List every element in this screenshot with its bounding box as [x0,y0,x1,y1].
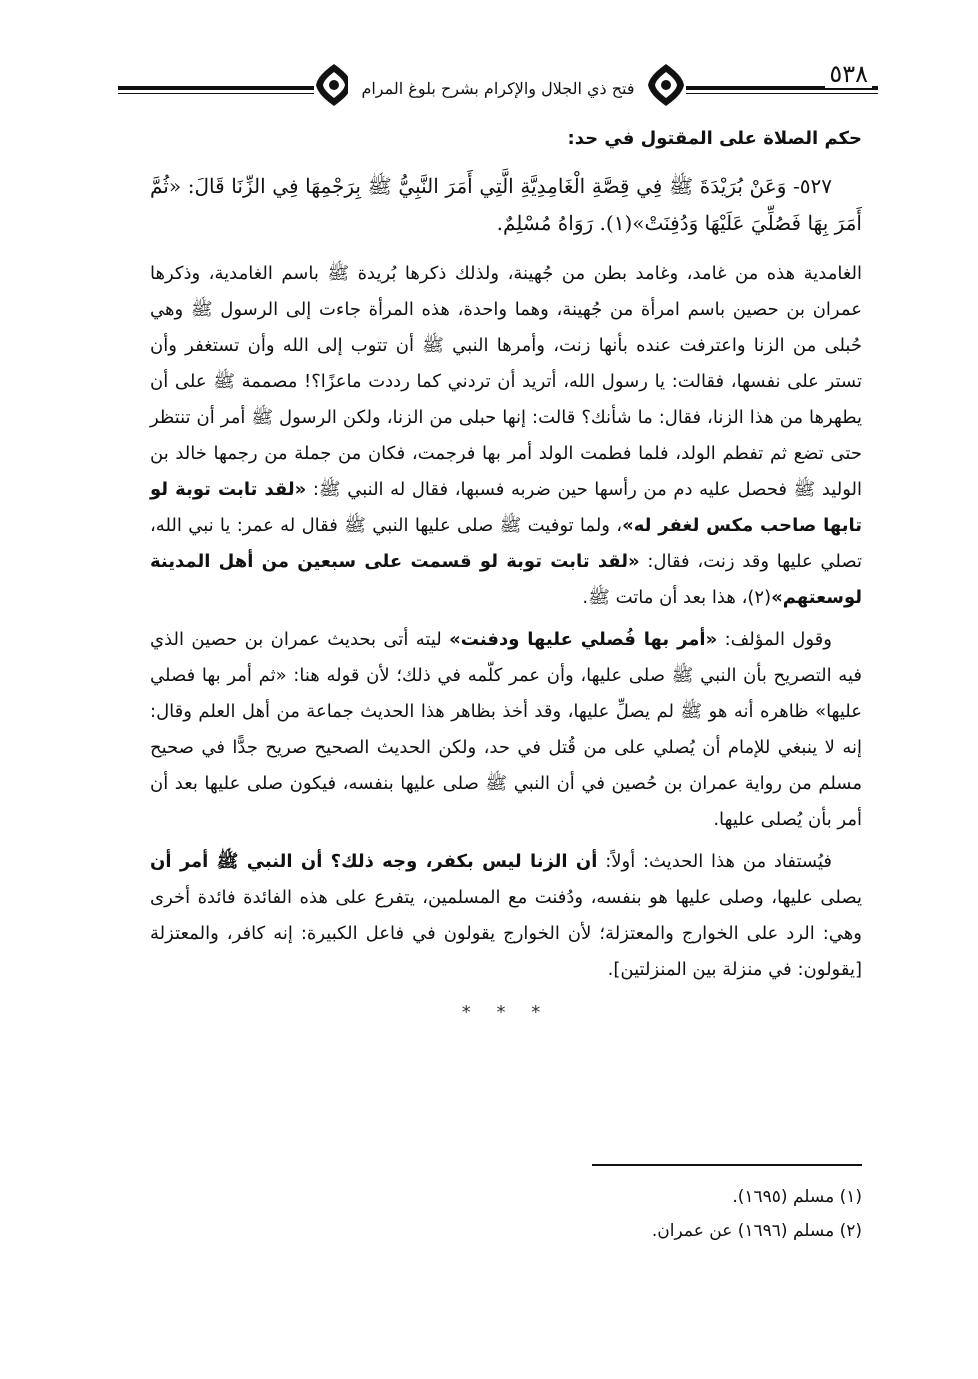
hadith-text: ٥٢٧- وَعَنْ بُرَيْدَةَ ﷺ فِي قِصَّةِ الْغَامِدِيَّةِ الَّتِي أَمَرَ النَّبِيُّ ﷺ بِرَجْمِهَا فِي الزِّنَا قَالَ: «ثُمَّ أَمَرَ بِهَا فَصُلِّيَ عَلَيْهَا وَدُفِنَتْ»(١). رَوَاهُ مُسْلِمٌ. [150,174,862,235]
footnote-divider [592,1164,862,1166]
page-header [118,60,878,112]
book-title: فتح ذي الجلال والإكرام بشرح بلوغ المرام [348,70,648,108]
bold-text: أن الزنا ليس بكفر، وجه ذلك؟ أن النبي ﷺ أمر أن [150,851,598,872]
commentary-paragraph [150,256,862,616]
commentary-paragraph [150,622,862,838]
footnotes [400,1180,862,1248]
page-body [150,124,862,1023]
paragraph-text: (٢)، هذا بعد أن ماتت ﷺ. [582,587,772,608]
paragraph-text: وقول المؤلف: [724,629,832,650]
quote-text: «لقد تابت توبة لو تابها صاحب مكس لغفر له» [150,479,862,536]
footnote: (١) مسلم (١٦٩٥). [732,1187,862,1207]
section-heading: حكم الصلاة على المقتول في حد: [567,128,862,149]
page-number: ٥٣٨ [825,60,872,88]
paragraph-text: ، ولما توفيت ﷺ صلى عليها النبي ﷺ فقال له عمر: يا نبي الله، تصلي عليها وقد زنت، فقال: [150,515,862,572]
paragraph-text: فيُستفاد من هذا الحديث: أولاً: [605,851,832,872]
quote-text: «أمر بها فُصلي عليها ودفنت» [449,629,718,650]
section-separator: * * * [461,1002,551,1023]
paragraph-text: يصلى عليها، وصلى عليها هو بنفسه، ودُفنت مع المسلمين، يتفرع على هذه الفائدة فائدة أخرى وهي: الرد على الخوارج والمعتزلة؛ لأن الخوارج يقولون في فاعل الكبيرة: إنه كافر، والمعتزلة [يقولون: في منزلة بين المنزلتين]. [150,887,862,980]
paragraph-text: ليته أتى بحديث عمران بن حصين الذي فيه التصريح بأن النبي ﷺ صلى عليها، وأن عمر كلّمه في ذلك؛ لأن قوله هنا: «ثم أمر بها فصلي عليها» ظاهره أنه هو ﷺ لم يصلِّ عليها، وقد أخذ بظاهر هذا الحديث جماعة من أهل العلم وقال: إنه لا ينبغي للإمام أن يُصلي على من قُتل في حد، ولكن الحديث الصحيح صريح جدًّا في صحيح مسلم من رواية عمران بن حُصين في أن النبي ﷺ صلى عليها بنفسه، فيكون صلى عليها بعد أن أمر بأن يُصلى عليها. [150,629,862,830]
commentary-paragraph [150,844,862,988]
paragraph-text: الغامدية هذه من غامد، وغامد بطن من جُهينة، ولذلك ذكرها بُريدة ﷺ باسم الغامدية، وذكرها عمران بن حصين باسم امرأة من جُهينة، وهما واحدة، هذه المرأة جاءت إلى الرسول ﷺ وهي حُبلى من الزنا واعترفت عنده بأنها زنت، وأمرها النبي ﷺ أن تتوب إلى الله وأن تستغفر وأن تستر على نفسها، فقالت: يا رسول الله، أتريد أن تردني كما رددت ماعزًا؟! مصممة ﷺ على أن يطهرها من هذا الزنا، فقال: ما شأنك؟ قالت: إنها حبلى من الزنا، ولكن الرسول ﷺ أمر أن تنتظر حتى تضع ثم تفطم الولد، فلما فطمت الولد أمر بها فرجمت، فكان من جملة من رجمها خالد بن الوليد ﷺ فحصل عليه دم من رأسها حين ضربه فسبها، فقال له النبي ﷺ: [150,263,862,500]
footnote: (٢) مسلم (١٦٩٦) عن عمران. [651,1221,862,1241]
ornament-icon [646,62,686,108]
quote-text: «لقد تابت توبة لو قسمت على سبعين من أهل المدينة لوسعتهم» [150,551,862,608]
